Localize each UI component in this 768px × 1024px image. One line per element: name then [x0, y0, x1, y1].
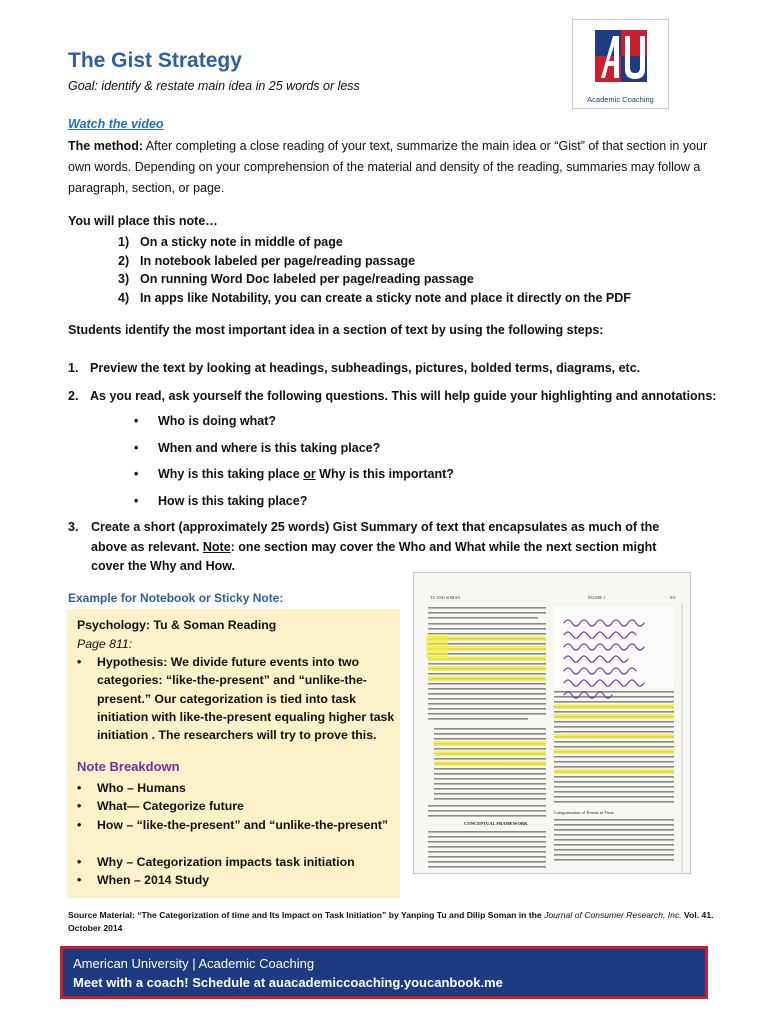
question-who: • Who is doing what?: [134, 414, 277, 428]
placement-heading: You will place this note…: [68, 214, 218, 228]
method-text: After completing a close reading of your text, summarize the main idea or “Gist” of that section in your own words. Depending on your comprehension of the material and density of the reading, summaries may follow a paragraph, section, or page.: [68, 139, 708, 195]
step-1: 1. Preview the text by looking at headings, subheadings, pictures, bolded terms, diagrams, etc.: [68, 361, 641, 375]
list-item: 3) On running Word Doc labeled per page/reading passage: [118, 272, 474, 286]
figure-label: FIGURE 1: [588, 595, 606, 600]
question-why: • Why is this taking place or Why is this important?: [134, 467, 454, 481]
question-when: • When and where is this taking place?: [134, 441, 381, 455]
question-how: • How is this taking place?: [134, 494, 308, 508]
american-university-logo: [572, 19, 669, 109]
method-paragraph: [68, 136, 708, 199]
method-label: The method:: [68, 139, 143, 153]
source-citation: Source Material: “The Categorization of time and Its Impact on Task Initiation” by Yanping Tu and Dilip Soman in the Journal of Consumer Research, Inc. Vol. 41. October 2014: [68, 910, 714, 933]
goal-subtitle: Goal: identify & restate main idea in 25 words or less: [68, 79, 360, 93]
footer-banner: [60, 946, 708, 999]
list-item: 4) In apps like Notability, you can create a sticky note and place it directly on the PDF: [118, 290, 631, 305]
list-item: 2) In notebook labeled per page/reading passage: [118, 253, 416, 268]
footer-schedule-link[interactable]: Meet with a coach! Schedule at auacademiccoaching.youcanbook.me: [73, 975, 503, 990]
logo-caption: Academic Coaching: [587, 95, 654, 104]
placement-list: [118, 233, 631, 307]
sticky-note-example: [67, 609, 400, 898]
breakdown-what: • What— Categorize future: [75, 797, 407, 815]
footer-org-name: American University | Academic Coaching: [73, 956, 315, 971]
note-hypothesis: • Hypothesis: We divide future events into two categories: “like-the-present” and “unlike-the-present.” Our categorization is tied into task initiation with like-the-present equaling higher task initiation . The researchers will try to prove this.: [75, 653, 407, 744]
article-section-heading: CONCEPTUAL FRAMEWORK: [464, 821, 528, 826]
article-page-thumbnail: [414, 573, 690, 873]
breakdown-who: • Who – Humans: [75, 779, 407, 797]
step-3: 3. Create a short (approximately 25 words) Gist Summary of text that encapsulates as much of the above as relevant. Note: one section may cover the Who and What while the next section might cover the Why and How.: [68, 520, 660, 573]
au-logo-mark-icon: [573, 20, 668, 90]
footer-banner-inner: [63, 949, 705, 996]
breakdown-how: • How – “like-the-present” and “unlike-the-present”: [75, 816, 407, 834]
example-heading: Example for Notebook or Sticky Note:: [68, 591, 284, 605]
note-title: Psychology: Tu & Soman Reading: [77, 618, 277, 632]
running-head: TU AND SOMAN: [430, 595, 461, 600]
breakdown-why: • Why – Categorization impacts task initiation: [75, 853, 407, 871]
steps-intro: Students identify the most important idea in a section of text by using the following steps:: [68, 323, 604, 337]
watch-video-link[interactable]: Watch the video: [68, 117, 164, 131]
note-page: Page 811:: [77, 637, 133, 651]
note-breakdown-heading: Note Breakdown: [77, 759, 180, 774]
breakdown-when: • When – 2014 Study: [75, 871, 407, 889]
annotated-article-image: [413, 572, 691, 874]
page-number: 811: [670, 595, 676, 600]
page-title: The Gist Strategy: [68, 49, 242, 72]
article-subheading: Categorization of Events in Time: [554, 810, 614, 815]
step-2: 2. As you read, ask yourself the following questions. This will help guide your highlighting and annotations:: [68, 389, 717, 403]
list-item: 1) On a sticky note in middle of page: [118, 235, 343, 249]
